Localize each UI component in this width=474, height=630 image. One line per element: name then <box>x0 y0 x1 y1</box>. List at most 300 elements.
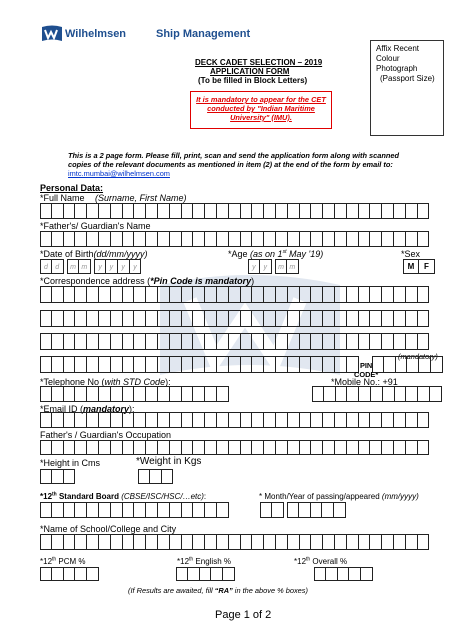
char-box[interactable] <box>260 502 272 518</box>
char-box[interactable] <box>347 286 359 303</box>
char-box[interactable] <box>382 203 394 219</box>
char-box[interactable] <box>87 203 99 219</box>
char-box[interactable] <box>323 286 335 303</box>
char-box[interactable] <box>158 310 170 327</box>
char-box[interactable] <box>276 534 288 550</box>
char-box[interactable] <box>217 310 229 327</box>
char-box[interactable] <box>418 286 430 303</box>
char-box[interactable] <box>359 231 371 247</box>
char-box[interactable] <box>52 440 64 455</box>
char-box[interactable] <box>52 310 64 327</box>
char-box[interactable] <box>229 203 241 219</box>
char-box[interactable] <box>75 386 87 402</box>
char-box[interactable] <box>359 286 371 303</box>
char-box[interactable] <box>170 356 182 373</box>
full-name-field-row2[interactable] <box>40 231 429 247</box>
char-box[interactable] <box>229 333 241 350</box>
char-box[interactable] <box>200 567 212 581</box>
school-field-row1[interactable] <box>40 534 429 550</box>
char-box[interactable] <box>182 203 194 219</box>
char-box[interactable] <box>87 412 99 428</box>
char-box[interactable] <box>182 412 194 428</box>
char-box[interactable]: y <box>118 259 130 274</box>
char-box[interactable] <box>217 502 229 518</box>
char-box[interactable] <box>182 386 194 402</box>
char-box[interactable] <box>52 333 64 350</box>
char-box[interactable] <box>64 567 76 581</box>
char-box[interactable] <box>288 440 300 455</box>
char-box[interactable] <box>406 534 418 550</box>
char-box[interactable]: m <box>287 259 299 274</box>
char-box[interactable] <box>264 356 276 373</box>
char-box[interactable] <box>359 386 371 402</box>
char-box[interactable] <box>335 310 347 327</box>
char-box[interactable] <box>229 356 241 373</box>
char-box[interactable] <box>300 534 312 550</box>
char-box[interactable] <box>64 203 76 219</box>
char-box[interactable] <box>229 231 241 247</box>
char-box[interactable] <box>146 356 158 373</box>
char-box[interactable] <box>349 567 361 581</box>
char-box[interactable] <box>311 333 323 350</box>
char-box[interactable] <box>229 310 241 327</box>
char-box[interactable] <box>324 386 336 402</box>
char-box[interactable] <box>382 412 394 428</box>
char-box[interactable] <box>111 333 123 350</box>
char-box[interactable] <box>64 231 76 247</box>
char-box[interactable] <box>382 333 394 350</box>
char-box[interactable] <box>322 502 334 518</box>
char-box[interactable] <box>52 567 64 581</box>
address-field-row4[interactable] <box>40 356 359 373</box>
char-box[interactable] <box>75 333 87 350</box>
char-box[interactable] <box>276 286 288 303</box>
char-box[interactable] <box>64 333 76 350</box>
char-box[interactable] <box>252 203 264 219</box>
char-box[interactable] <box>311 534 323 550</box>
char-box[interactable] <box>311 412 323 428</box>
char-box[interactable] <box>146 333 158 350</box>
char-box[interactable] <box>170 286 182 303</box>
char-box[interactable] <box>288 203 300 219</box>
char-box[interactable] <box>111 356 123 373</box>
char-box[interactable] <box>229 412 241 428</box>
char-box[interactable] <box>217 412 229 428</box>
char-box[interactable] <box>394 333 406 350</box>
telephone-field[interactable] <box>40 386 229 402</box>
char-box[interactable] <box>406 386 418 402</box>
char-box[interactable] <box>75 440 87 455</box>
char-box[interactable] <box>276 231 288 247</box>
char-box[interactable] <box>359 333 371 350</box>
char-box[interactable] <box>252 356 264 373</box>
char-box[interactable] <box>300 310 312 327</box>
char-box[interactable] <box>299 502 311 518</box>
char-box[interactable] <box>326 567 338 581</box>
char-box[interactable] <box>170 502 182 518</box>
char-box[interactable] <box>134 203 146 219</box>
char-box[interactable] <box>252 412 264 428</box>
char-box[interactable] <box>193 356 205 373</box>
char-box[interactable] <box>40 412 52 428</box>
char-box[interactable] <box>418 534 430 550</box>
char-box[interactable] <box>347 412 359 428</box>
char-box[interactable]: m <box>275 259 287 274</box>
char-box[interactable] <box>182 440 194 455</box>
char-box[interactable] <box>111 203 123 219</box>
char-box[interactable] <box>418 203 430 219</box>
char-box[interactable] <box>418 333 430 350</box>
char-box[interactable] <box>323 231 335 247</box>
char-box[interactable] <box>40 534 52 550</box>
char-box[interactable] <box>87 440 99 455</box>
char-box[interactable] <box>361 567 373 581</box>
char-box[interactable] <box>40 440 52 455</box>
char-box[interactable] <box>146 286 158 303</box>
char-box[interactable] <box>99 502 111 518</box>
char-box[interactable] <box>252 333 264 350</box>
char-box[interactable] <box>123 412 135 428</box>
char-box[interactable] <box>241 412 253 428</box>
char-box[interactable]: y <box>106 259 118 274</box>
char-box[interactable] <box>99 440 111 455</box>
char-box[interactable] <box>288 534 300 550</box>
char-box[interactable] <box>264 333 276 350</box>
char-box[interactable] <box>205 231 217 247</box>
char-box[interactable] <box>276 203 288 219</box>
char-box[interactable] <box>52 286 64 303</box>
char-box[interactable] <box>170 310 182 327</box>
age-field[interactable] <box>248 259 299 274</box>
char-box[interactable] <box>75 203 87 219</box>
contact-email-link[interactable]: imtc.mumbai@wilhelmsen.com <box>68 169 170 178</box>
char-box[interactable] <box>40 386 52 402</box>
char-box[interactable] <box>276 333 288 350</box>
pcm-field[interactable] <box>40 567 99 581</box>
char-box[interactable] <box>323 356 335 373</box>
char-box[interactable] <box>223 567 235 581</box>
char-box[interactable] <box>430 386 442 402</box>
char-box[interactable] <box>170 440 182 455</box>
pin-code-field[interactable] <box>372 356 443 373</box>
char-box[interactable] <box>396 356 408 373</box>
char-box[interactable]: m <box>79 259 91 274</box>
char-box[interactable] <box>347 534 359 550</box>
char-box[interactable] <box>418 440 430 455</box>
char-box[interactable] <box>418 412 430 428</box>
char-box[interactable] <box>64 534 76 550</box>
char-box[interactable] <box>431 356 443 373</box>
char-box[interactable] <box>205 310 217 327</box>
char-box[interactable] <box>205 286 217 303</box>
char-box[interactable] <box>300 203 312 219</box>
char-box[interactable] <box>162 469 174 484</box>
char-box[interactable] <box>75 534 87 550</box>
email-field[interactable] <box>40 412 429 428</box>
char-box[interactable] <box>370 412 382 428</box>
char-box[interactable] <box>370 286 382 303</box>
address-field-row1[interactable] <box>40 286 429 303</box>
char-box[interactable] <box>347 333 359 350</box>
char-box[interactable] <box>176 567 188 581</box>
full-name-field[interactable] <box>40 203 429 219</box>
char-box[interactable] <box>111 502 123 518</box>
char-box[interactable] <box>87 356 99 373</box>
char-box[interactable] <box>419 356 431 373</box>
char-box[interactable] <box>75 310 87 327</box>
char-box[interactable]: y <box>248 259 260 274</box>
char-box[interactable] <box>52 203 64 219</box>
char-box[interactable] <box>241 440 253 455</box>
char-box[interactable] <box>288 333 300 350</box>
char-box[interactable] <box>182 286 194 303</box>
char-box[interactable] <box>146 412 158 428</box>
char-box[interactable] <box>52 469 64 484</box>
char-box[interactable] <box>40 231 52 247</box>
char-box[interactable] <box>205 203 217 219</box>
char-box[interactable] <box>407 356 419 373</box>
char-box[interactable] <box>111 231 123 247</box>
char-box[interactable] <box>300 440 312 455</box>
char-box[interactable] <box>158 386 170 402</box>
char-box[interactable] <box>99 231 111 247</box>
weight-field[interactable] <box>138 469 173 484</box>
char-box[interactable] <box>264 534 276 550</box>
char-box[interactable]: m <box>67 259 79 274</box>
char-box[interactable] <box>170 534 182 550</box>
char-box[interactable] <box>276 356 288 373</box>
char-box[interactable] <box>406 333 418 350</box>
char-box[interactable] <box>87 286 99 303</box>
char-box[interactable] <box>64 310 76 327</box>
char-box[interactable] <box>394 231 406 247</box>
char-box[interactable] <box>276 412 288 428</box>
char-box[interactable] <box>146 386 158 402</box>
char-box[interactable] <box>75 567 87 581</box>
char-box[interactable] <box>252 286 264 303</box>
char-box[interactable] <box>394 412 406 428</box>
char-box[interactable] <box>394 534 406 550</box>
char-box[interactable] <box>123 440 135 455</box>
char-box[interactable] <box>158 333 170 350</box>
char-box[interactable] <box>395 386 407 402</box>
char-box[interactable] <box>111 386 123 402</box>
char-box[interactable] <box>335 356 347 373</box>
char-box[interactable] <box>123 386 135 402</box>
char-box[interactable] <box>347 231 359 247</box>
char-box[interactable] <box>300 231 312 247</box>
char-box[interactable] <box>382 231 394 247</box>
char-box[interactable] <box>182 356 194 373</box>
char-box[interactable] <box>241 534 253 550</box>
char-box[interactable] <box>288 356 300 373</box>
char-box[interactable] <box>264 286 276 303</box>
char-box[interactable] <box>123 310 135 327</box>
char-box[interactable] <box>40 469 52 484</box>
char-box[interactable] <box>40 567 52 581</box>
char-box[interactable] <box>300 356 312 373</box>
char-box[interactable] <box>99 386 111 402</box>
char-box[interactable] <box>311 310 323 327</box>
char-box[interactable] <box>40 286 52 303</box>
char-box[interactable] <box>418 310 430 327</box>
char-box[interactable] <box>335 231 347 247</box>
char-box[interactable] <box>359 440 371 455</box>
char-box[interactable] <box>87 502 99 518</box>
char-box[interactable] <box>146 310 158 327</box>
char-box[interactable] <box>241 203 253 219</box>
char-box[interactable] <box>300 412 312 428</box>
char-box[interactable] <box>252 440 264 455</box>
char-box[interactable] <box>338 567 350 581</box>
char-box[interactable] <box>99 203 111 219</box>
char-box[interactable] <box>370 534 382 550</box>
char-box[interactable] <box>382 440 394 455</box>
char-box[interactable] <box>323 440 335 455</box>
sex-selector[interactable] <box>403 259 435 274</box>
char-box[interactable] <box>158 203 170 219</box>
char-box[interactable] <box>75 231 87 247</box>
char-box[interactable] <box>359 310 371 327</box>
char-box[interactable] <box>123 502 135 518</box>
char-box[interactable] <box>182 502 194 518</box>
char-box[interactable] <box>252 310 264 327</box>
char-box[interactable] <box>347 203 359 219</box>
char-box[interactable] <box>241 310 253 327</box>
char-box[interactable] <box>359 412 371 428</box>
char-box[interactable] <box>370 231 382 247</box>
char-box[interactable] <box>347 440 359 455</box>
char-box[interactable] <box>146 502 158 518</box>
char-box[interactable] <box>158 231 170 247</box>
char-box[interactable] <box>111 310 123 327</box>
char-box[interactable] <box>406 412 418 428</box>
char-box[interactable] <box>205 534 217 550</box>
char-box[interactable] <box>418 386 430 402</box>
char-box[interactable] <box>335 286 347 303</box>
char-box[interactable] <box>287 502 299 518</box>
char-box[interactable] <box>406 231 418 247</box>
char-box[interactable] <box>158 440 170 455</box>
char-box[interactable] <box>264 440 276 455</box>
char-box[interactable] <box>87 567 99 581</box>
char-box[interactable] <box>264 412 276 428</box>
char-box[interactable] <box>311 286 323 303</box>
char-box[interactable] <box>64 356 76 373</box>
char-box[interactable] <box>217 203 229 219</box>
char-box[interactable] <box>75 502 87 518</box>
char-box[interactable] <box>252 534 264 550</box>
char-box[interactable] <box>323 310 335 327</box>
char-box[interactable] <box>323 333 335 350</box>
char-box[interactable] <box>193 534 205 550</box>
char-box[interactable] <box>217 356 229 373</box>
char-box[interactable] <box>134 440 146 455</box>
char-box[interactable] <box>99 356 111 373</box>
char-box[interactable] <box>170 231 182 247</box>
char-box[interactable] <box>134 231 146 247</box>
char-box[interactable] <box>359 534 371 550</box>
char-box[interactable] <box>406 310 418 327</box>
char-box[interactable] <box>40 502 52 518</box>
char-box[interactable] <box>335 440 347 455</box>
char-box[interactable] <box>371 386 383 402</box>
sex-option-f[interactable]: F <box>419 259 435 274</box>
char-box[interactable] <box>134 333 146 350</box>
char-box[interactable] <box>394 440 406 455</box>
char-box[interactable] <box>359 203 371 219</box>
char-box[interactable]: y <box>94 259 106 274</box>
char-box[interactable] <box>406 203 418 219</box>
char-box[interactable] <box>334 502 346 518</box>
char-box[interactable] <box>300 286 312 303</box>
char-box[interactable] <box>52 502 64 518</box>
char-box[interactable] <box>134 310 146 327</box>
char-box[interactable]: d <box>40 259 52 274</box>
sex-option-m[interactable]: M <box>403 259 419 274</box>
char-box[interactable] <box>123 333 135 350</box>
passing-field[interactable] <box>260 502 346 518</box>
char-box[interactable] <box>217 333 229 350</box>
char-box[interactable] <box>99 412 111 428</box>
char-box[interactable] <box>87 231 99 247</box>
char-box[interactable] <box>64 440 76 455</box>
char-box[interactable] <box>193 286 205 303</box>
char-box[interactable] <box>134 502 146 518</box>
height-field[interactable] <box>40 469 75 484</box>
char-box[interactable] <box>64 469 76 484</box>
char-box[interactable] <box>182 534 194 550</box>
char-box[interactable] <box>64 386 76 402</box>
char-box[interactable] <box>111 286 123 303</box>
char-box[interactable] <box>217 231 229 247</box>
char-box[interactable] <box>205 386 217 402</box>
char-box[interactable] <box>134 386 146 402</box>
char-box[interactable] <box>193 203 205 219</box>
char-box[interactable] <box>276 440 288 455</box>
char-box[interactable] <box>394 203 406 219</box>
char-box[interactable] <box>241 286 253 303</box>
char-box[interactable] <box>52 534 64 550</box>
char-box[interactable] <box>182 310 194 327</box>
mobile-field[interactable] <box>312 386 442 402</box>
char-box[interactable] <box>158 502 170 518</box>
overall-field[interactable] <box>314 567 373 581</box>
char-box[interactable] <box>134 286 146 303</box>
char-box[interactable] <box>111 412 123 428</box>
char-box[interactable] <box>40 333 52 350</box>
char-box[interactable] <box>217 386 229 402</box>
char-box[interactable] <box>383 386 395 402</box>
address-field-row3[interactable] <box>40 333 429 350</box>
char-box[interactable] <box>205 502 217 518</box>
char-box[interactable] <box>87 333 99 350</box>
char-box[interactable] <box>87 310 99 327</box>
char-box[interactable] <box>170 412 182 428</box>
char-box[interactable] <box>193 412 205 428</box>
char-box[interactable] <box>241 231 253 247</box>
char-box[interactable] <box>158 356 170 373</box>
char-box[interactable] <box>229 440 241 455</box>
char-box[interactable] <box>217 534 229 550</box>
char-box[interactable] <box>146 203 158 219</box>
char-box[interactable] <box>241 356 253 373</box>
char-box[interactable] <box>300 333 312 350</box>
char-box[interactable] <box>311 440 323 455</box>
char-box[interactable] <box>64 286 76 303</box>
char-box[interactable] <box>146 231 158 247</box>
char-box[interactable] <box>134 534 146 550</box>
